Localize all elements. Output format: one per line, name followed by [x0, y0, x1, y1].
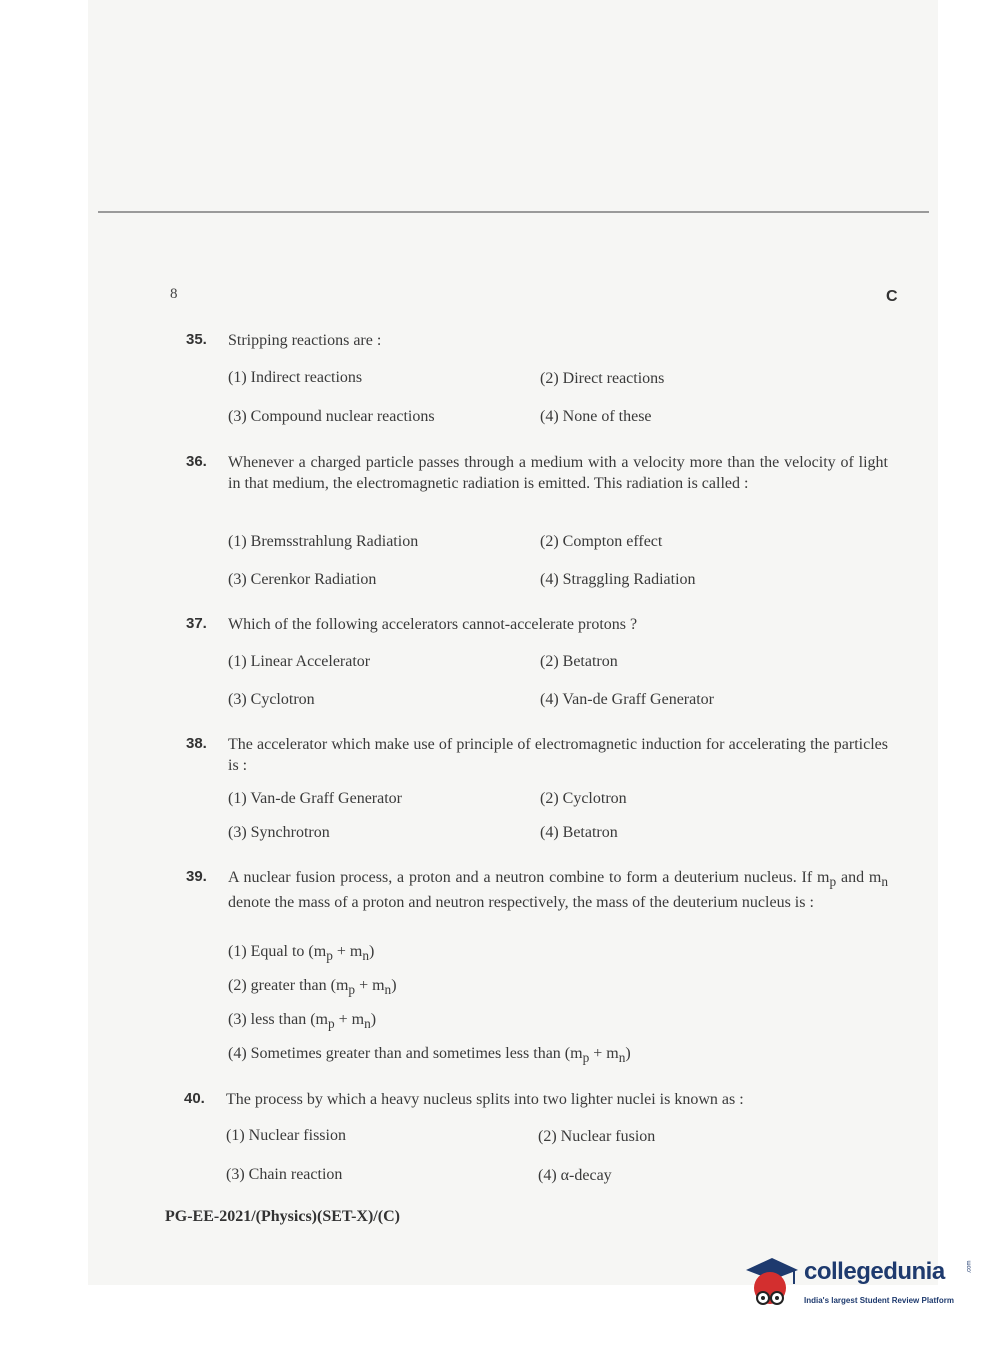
- logo-suffix: .com: [966, 1260, 973, 1274]
- option: (3) Chain reaction: [226, 1166, 343, 1183]
- option: (1) Equal to $(m_p + m_n)$: [228, 943, 375, 964]
- option: (4) α-decay: [538, 1167, 612, 1184]
- option: (4) Straggling Radiation: [540, 571, 696, 588]
- question-text: Which of the following accelerators cannot-accelerate protons ?: [228, 616, 638, 633]
- mascot-icon: [742, 1252, 804, 1314]
- option: (2) Cyclotron: [540, 790, 627, 807]
- question-text: Stripping reactions are :: [228, 332, 382, 349]
- option: (2) Compton effect: [540, 533, 663, 550]
- question-number: 39.: [186, 868, 207, 885]
- logo-tagline: India's largest Student Review Platform: [804, 1296, 954, 1305]
- option: (2) Direct reactions: [540, 370, 665, 387]
- question-text: The accelerator which make use of principle of electromagnetic induction for accelerating the particles is :: [228, 736, 888, 774]
- option: (1) Van-de Graff Generator: [228, 790, 402, 807]
- question-text: The process by which a heavy nucleus splits into two lighter nuclei is known as :: [226, 1091, 744, 1108]
- logo-wordmark: collegedunia: [804, 1258, 945, 1285]
- option: (2) Nuclear fusion: [538, 1128, 656, 1145]
- option: (3) Cerenkor Radiation: [228, 571, 377, 588]
- question-text: A nuclear fusion process, a proton and a neutron combine to form a deuterium nucleus. If $m_p$ and $m_n$ denote the mass of a proton and neutron respectively, the mass of the deuterium nucleus is :: [228, 869, 889, 912]
- option: (4) None of these: [540, 408, 652, 425]
- question-number: 40.: [184, 1090, 205, 1107]
- option: (4) Van-de Graff Generator: [540, 691, 714, 708]
- collegedunia-logo: [742, 1250, 972, 1320]
- option: (4) Sometimes greater than and sometimes less than $(m_p + m_n)$: [228, 1045, 631, 1066]
- option: (2) greater than $(m_p + m_n)$: [228, 977, 397, 998]
- option: (1) Nuclear fission: [226, 1127, 346, 1144]
- paper-code-footer: PG-EE-2021/(Physics)(SET-X)/(C): [165, 1208, 400, 1225]
- page-number: 8: [170, 286, 178, 302]
- header-rule: [98, 211, 929, 213]
- option: (3) Cyclotron: [228, 691, 315, 708]
- question-number: 35.: [186, 331, 207, 348]
- question-text: Whenever a charged particle passes through a medium with a velocity more than the velocity of light in that medium, the electromagnetic radiation is emitted. This radiation is called :: [228, 454, 888, 492]
- question-number: 36.: [186, 453, 207, 470]
- question-number: 37.: [186, 615, 207, 632]
- option: (1) Indirect reactions: [228, 369, 363, 386]
- option: (2) Betatron: [540, 653, 618, 670]
- option: (1) Bremsstrahlung Radiation: [228, 533, 419, 550]
- option: (3) Synchrotron: [228, 824, 330, 841]
- option: (3) Compound nuclear reactions: [228, 408, 435, 425]
- option: (4) Betatron: [540, 824, 618, 841]
- set-code: C: [886, 288, 898, 305]
- question-number: 38.: [186, 735, 207, 752]
- option: (1) Linear Accelerator: [228, 653, 371, 670]
- option: (3) less than $(m_p + m_n)$: [228, 1011, 377, 1032]
